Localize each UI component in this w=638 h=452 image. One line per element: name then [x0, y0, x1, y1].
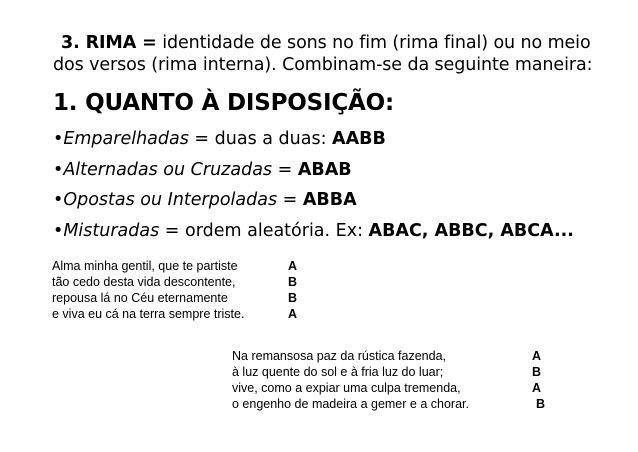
rhyme-term: Opostas ou Interpoladas — [63, 190, 278, 210]
list-item — [53, 128, 633, 159]
rhyme-pattern: ABBA — [302, 190, 357, 210]
rhyme-letter: A — [532, 381, 542, 395]
verse-line — [52, 290, 298, 306]
rhyme-letter: A — [532, 349, 542, 363]
verse-text: Alma minha gentil, que te partiste — [52, 259, 238, 273]
bullet-icon: • — [53, 220, 64, 241]
intro-line-1 — [53, 32, 613, 54]
rhyme-letter: B — [536, 397, 546, 411]
bullet-icon: • — [53, 159, 64, 180]
rhyme-term: Misturadas — [63, 220, 160, 241]
verse-text: o engenho de madeira a gemer e a chorar. — [232, 397, 469, 411]
rhyme-description: = — [272, 159, 298, 180]
verse-text: tão cedo desta vida descontente, — [52, 275, 236, 289]
rhyme-letter: A — [288, 307, 298, 321]
bullet-icon: • — [53, 190, 64, 210]
rhyme-term: Emparelhadas — [63, 129, 189, 149]
poem-example-2 — [232, 348, 546, 412]
list-item — [53, 159, 633, 190]
verse-line — [232, 364, 542, 380]
intro-text-1: identidade de sons no fim (rima final) ou no meio — [162, 33, 591, 53]
rhyme-pattern: ABAC, ABBC, ABCA... — [368, 220, 574, 241]
rhyme-letter: B — [288, 275, 298, 289]
rhyme-description: = duas a duas: — [188, 129, 333, 149]
verse-line — [52, 274, 298, 290]
rhyme-letter: B — [288, 291, 298, 305]
rhyme-type-list — [53, 128, 633, 250]
verse-line — [232, 348, 542, 364]
verse-text: repousa lá no Céu eternamente — [52, 291, 228, 305]
intro-text-2: dos versos (rima interna). Combinam-se da seguinte maneira: — [53, 55, 593, 75]
list-item — [53, 220, 633, 251]
verse-text: à luz quente do sol e à fria luz do luar; — [232, 365, 444, 379]
verse-text: e viva eu cá na terra sempre triste. — [52, 307, 245, 321]
poem-example-1 — [52, 258, 298, 322]
list-item — [53, 189, 633, 220]
verse-line — [52, 306, 298, 322]
verse-text: Na remansosa paz da rústica fazenda, — [232, 349, 447, 363]
verse-text: vive, como a expiar uma culpa tremenda, — [232, 381, 461, 395]
rhyme-description: = ordem aleatória. Ex: — [159, 220, 369, 241]
rhyme-description: = — [277, 190, 303, 210]
bullet-icon: • — [53, 129, 64, 149]
verse-line — [232, 380, 542, 396]
rhyme-pattern: ABAB — [297, 159, 352, 180]
rhyme-letter: A — [288, 259, 298, 273]
rima-label: 3. RIMA = — [61, 33, 157, 53]
rhyme-term: Alternadas ou Cruzadas — [63, 159, 273, 180]
section-heading: 1. QUANTO À DISPOSIÇÃO: — [53, 90, 394, 116]
verse-line — [52, 258, 298, 274]
rhyme-pattern: AABB — [332, 129, 386, 149]
intro-paragraph — [53, 32, 613, 76]
verse-line — [232, 396, 546, 412]
rhyme-letter: B — [532, 365, 542, 379]
